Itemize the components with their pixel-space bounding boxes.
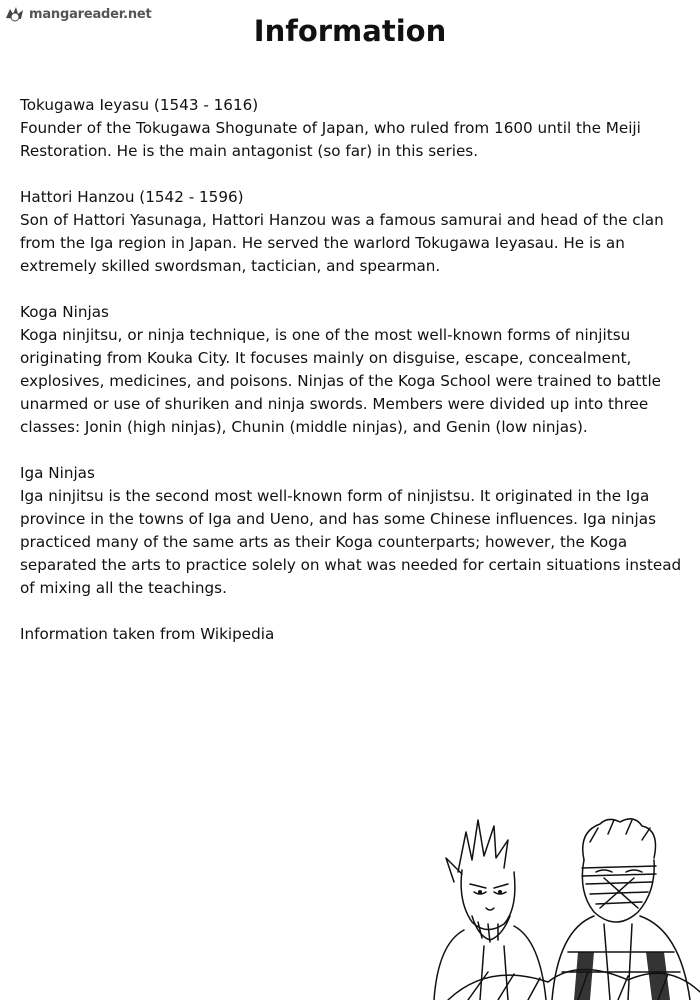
section-tokugawa-ieyasu: [20, 94, 690, 163]
section-heading: Tokugawa Ieyasu (1543 - 1616): [20, 96, 259, 114]
information-content: [20, 94, 690, 646]
section-body: Son of Hattori Yasunaga, Hattori Hanzou was a famous samurai and head of the clan from the Iga region in Japan. He served the warlord Tokugawa Ieyasau. He is an extremely skilled swordsman, tactician, and spearman.: [20, 211, 664, 275]
section-body: Iga ninjitsu is the second most well-known form of ninjistsu. It originated in the Iga province in the towns of Iga and Ueno, and has some Chinese influences. Iga ninjas practiced many of the same arts as their Koga counterparts; however, the Koga separated the arts to practice solely on what was needed for certain situations instead of mixing all the teachings.: [20, 487, 682, 597]
two-ninja-characters-illustration: [428, 812, 700, 1000]
section-heading: Iga Ninjas: [20, 464, 95, 482]
section-body: Founder of the Tokugawa Shogunate of Japan, who ruled from 1600 until the Meiji Restoration. He is the main antagonist (so far) in this series.: [20, 119, 641, 160]
section-heading: Koga Ninjas: [20, 303, 109, 321]
section-iga-ninjas: [20, 462, 690, 600]
section-body: Koga ninjitsu, or ninja technique, is one of the most well-known forms of ninjitsu originating from Kouka City. It focuses mainly on disguise, escape, concealment, explosives, medicines, and poisons. Ninjas of the Koga School were trained to battle unarmed or use of shuriken and ninja swords. Members were divided up into three classes: Jonin (high ninjas), Chunin (middle ninjas), and Genin (low ninjas).: [20, 326, 662, 436]
section-heading: Hattori Hanzou (1542 - 1596): [20, 188, 244, 206]
source-note: Information taken from Wikipedia: [20, 625, 275, 643]
section-koga-ninjas: [20, 301, 690, 439]
section-hattori-hanzou: [20, 186, 690, 278]
watermark-text: mangareader.net: [29, 6, 152, 22]
page-title: Information: [253, 14, 447, 48]
